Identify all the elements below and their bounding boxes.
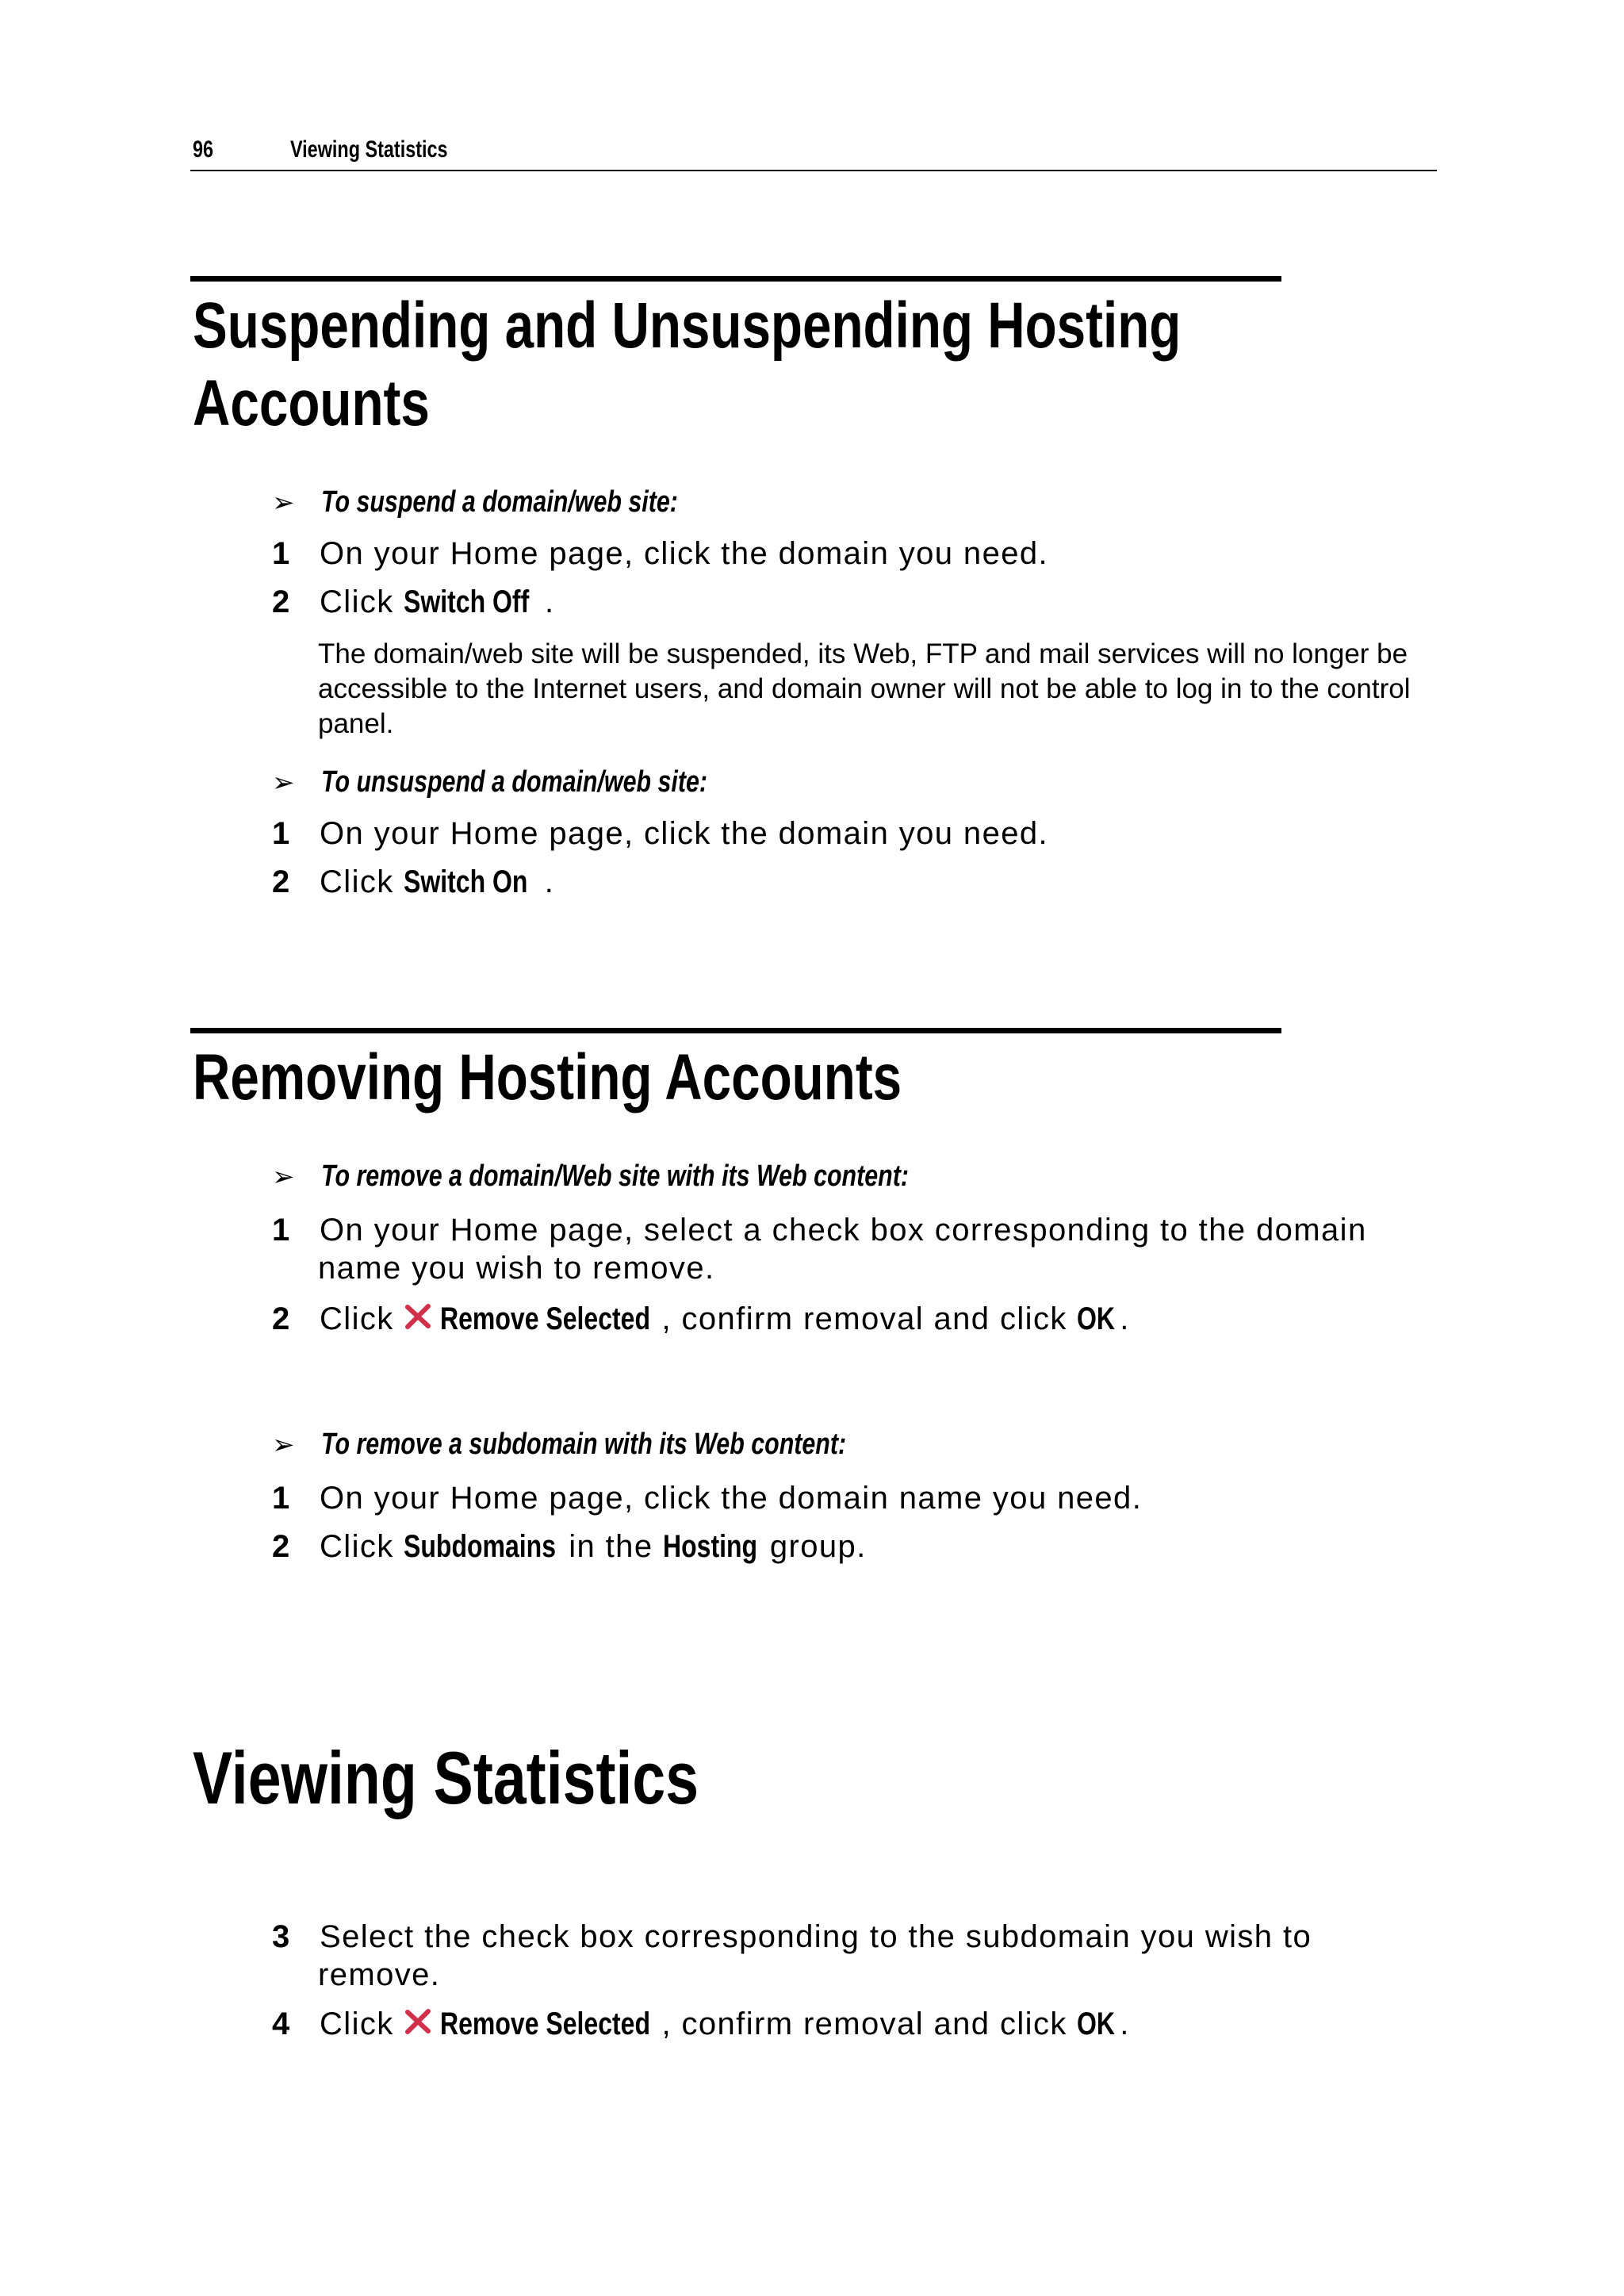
step-number: 1: [272, 1481, 290, 1516]
step-item: [272, 864, 554, 900]
section-title-suspending: [193, 287, 1181, 443]
procedure-remove-subdomain: [272, 1428, 978, 1462]
step-text: in the: [569, 1529, 653, 1564]
step-number: 2: [272, 585, 290, 619]
arrowhead-bullet-icon: ➢: [272, 487, 295, 519]
step-item: [272, 1919, 1312, 1955]
ui-term-switch-on: Switch On: [404, 864, 528, 899]
step-text: Click: [320, 1301, 394, 1336]
step-item: [272, 585, 554, 620]
step-punct: .: [1120, 1301, 1130, 1336]
page-number: 96: [193, 136, 214, 163]
step-item: [272, 1529, 867, 1565]
ui-term-remove-selected: Remove Selected: [440, 1301, 651, 1336]
step-punct: .: [1120, 2007, 1130, 2041]
step-text: On your Home page, click the domain you need.: [320, 816, 1049, 851]
ui-term-subdomains: Subdomains: [404, 1529, 557, 1564]
step-text: Click: [320, 864, 394, 899]
step-text: On your Home page, click the domain name you need.: [320, 1481, 1143, 1516]
arrowhead-bullet-icon: ➢: [272, 767, 295, 799]
step-number: 1: [272, 536, 290, 571]
step-number: 2: [272, 1529, 290, 1564]
step-note: The domain/web site will be suspended, its Web, FTP and mail services will no longer be accessible to the Internet users, and domain owner will not be able to log in to the control panel.: [318, 638, 1411, 739]
ui-term-remove-selected: Remove Selected: [440, 2007, 651, 2041]
step-text: On your Home page, click the domain you need.: [320, 536, 1049, 571]
ui-term-ok: OK: [1077, 2007, 1116, 2041]
step-text-continuation: remove.: [318, 1957, 441, 1992]
procedure-remove-domain: [272, 1159, 1055, 1194]
section-rule-2: [190, 1028, 1281, 1033]
step-text: group.: [769, 1529, 867, 1564]
remove-x-icon: [404, 1302, 432, 1331]
arrowhead-bullet-icon: ➢: [272, 1161, 295, 1193]
step-item: [272, 536, 1048, 572]
step-text: Click: [320, 1529, 394, 1564]
ui-term-ok: OK: [1077, 1301, 1116, 1336]
procedure-suspend: [272, 485, 767, 519]
step-text: On your Home page, select a check box corresponding to the domain: [320, 1213, 1367, 1248]
step-number: 3: [272, 1919, 290, 1954]
step-punct: .: [544, 864, 555, 899]
step-item: [272, 1301, 1130, 1337]
procedure-unsuspend: [272, 765, 804, 799]
procedure-intro: To unsuspend a domain/web site:: [321, 765, 708, 799]
step-item: [272, 1481, 1142, 1516]
header-rule: [190, 170, 1437, 171]
section-rule-1: [190, 276, 1281, 282]
procedure-intro: To suspend a domain/web site:: [321, 485, 678, 519]
step-text: Click: [320, 585, 394, 619]
step-number: 1: [272, 1213, 290, 1248]
step-text: Select the check box corresponding to the subdomain you wish to: [320, 1919, 1312, 1954]
step-text: , confirm removal and click: [661, 2007, 1067, 2041]
ui-term-switch-off: Switch Off: [404, 585, 530, 619]
section-title-line-1: Suspending and Unsuspending Hosting: [193, 289, 1182, 362]
section-title-removing: Removing Hosting Accounts: [193, 1041, 902, 1114]
procedure-intro: To remove a domain/Web site with its Web content:: [321, 1159, 909, 1193]
step-item: [272, 2007, 1130, 2042]
step-punct: .: [544, 585, 555, 619]
section-title-line-2: Accounts: [193, 367, 430, 439]
step-text: Click: [320, 2007, 394, 2041]
step-number: 2: [272, 1301, 290, 1336]
step-number: 4: [272, 2007, 290, 2041]
procedure-intro: To remove a subdomain with its Web content:: [321, 1428, 847, 1461]
step-text: , confirm removal and click: [661, 1301, 1067, 1336]
ui-term-hosting: Hosting: [663, 1529, 758, 1564]
running-title: Viewing Statistics: [290, 136, 448, 163]
arrowhead-bullet-icon: ➢: [272, 1429, 295, 1461]
step-number: 2: [272, 864, 290, 899]
step-item: [272, 816, 1048, 852]
section-title-viewing-statistics: Viewing Statistics: [193, 1736, 699, 1819]
remove-x-icon: [404, 2007, 432, 2036]
step-text-continuation: name you wish to remove.: [318, 1251, 715, 1286]
step-item: [272, 1213, 1367, 1248]
step-number: 1: [272, 816, 290, 851]
